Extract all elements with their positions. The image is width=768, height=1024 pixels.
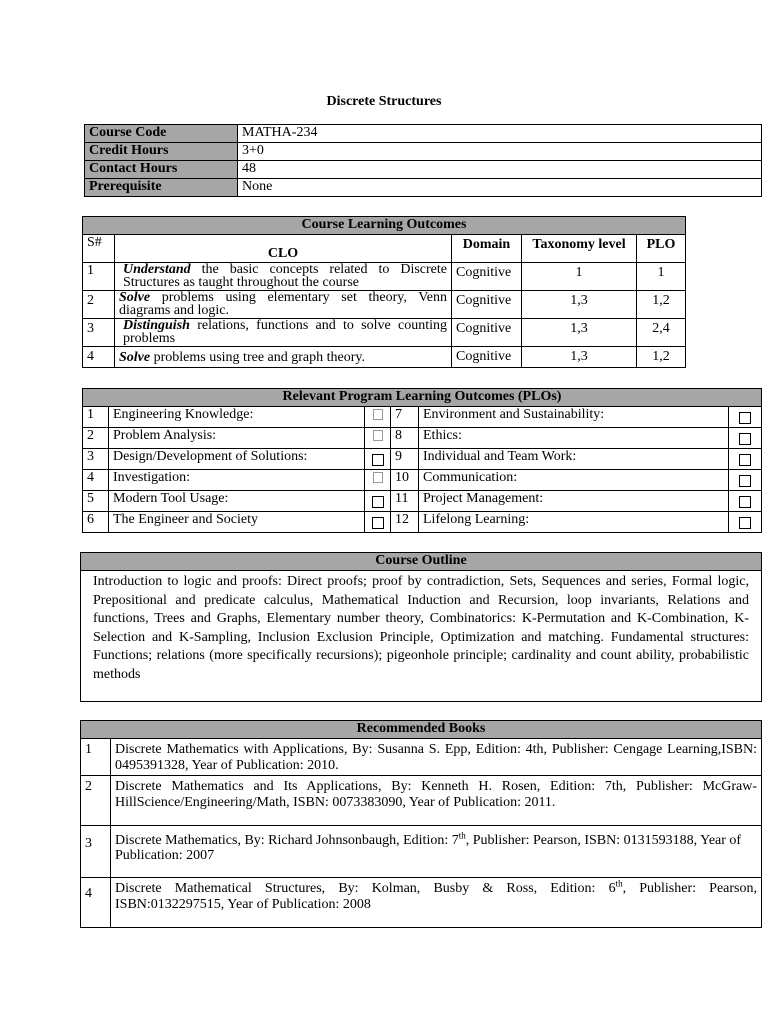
clo-text: the basic concepts related to Discrete Structures as taught throughout the course xyxy=(123,262,447,290)
plo-number: 1 xyxy=(83,407,109,428)
clo-text: relations, functions and to solve counting problems xyxy=(123,318,447,346)
plo-number: 6 xyxy=(83,512,109,533)
clo-taxonomy: 1,3 xyxy=(522,347,637,368)
checkbox-icon[interactable] xyxy=(373,409,383,420)
clo-row xyxy=(83,291,686,319)
checkbox-icon[interactable] xyxy=(373,472,383,483)
checkbox-icon[interactable] xyxy=(372,496,384,508)
book-row xyxy=(81,878,762,928)
plo-label: The Engineer and Society xyxy=(109,512,365,533)
plo-number: 8 xyxy=(391,428,419,449)
plo-number: 3 xyxy=(83,449,109,470)
clo-verb: Solve xyxy=(119,290,151,305)
plo-label: Individual and Team Work: xyxy=(419,449,729,470)
plo-label: Environment and Sustainability: xyxy=(419,407,729,428)
plo-label: Ethics: xyxy=(419,428,729,449)
course-code-label: Course Code xyxy=(85,125,238,143)
checkbox-icon[interactable] xyxy=(739,496,751,508)
clo-text: problems using tree and graph theory. xyxy=(150,350,365,365)
book-number: 2 xyxy=(81,776,111,826)
clo-col-plo: PLO xyxy=(637,235,686,263)
clo-row xyxy=(83,347,686,368)
course-code-value: MATHA-234 xyxy=(238,125,762,143)
clo-domain: Cognitive xyxy=(452,291,522,319)
plo-label: Lifelong Learning: xyxy=(419,512,729,533)
plo-number: 2 xyxy=(83,428,109,449)
checkbox-icon[interactable] xyxy=(372,517,384,529)
course-outline-text: Introduction to logic and proofs: Direct proofs; proof by contradiction, Sets, Sequences and series, Formal logic, Prepositional and predicate calculus, Mathematical Induction and Recursion, loop invariants, Relations and functions, Trees and Graphs, Elementary number theory, Combinatorics: K-Permutation and K-Combination, K-Selection and K-Sampling, Inclusion Exclusion Principle, Optimization and matching. Fundamental structures: Functions; relations (more specifically recursions); pigeonhole principle; cardinality and count ability, probabilistic methods xyxy=(81,571,762,702)
plo-number: 4 xyxy=(83,470,109,491)
checkbox-icon[interactable] xyxy=(739,454,751,466)
books-heading: Recommended Books xyxy=(81,721,762,739)
clo-plo: 2,4 xyxy=(637,319,686,347)
checkbox-icon[interactable] xyxy=(373,430,383,441)
plo-number: 11 xyxy=(391,491,419,512)
book-text: , Publisher: Pearson, ISBN: 0131593188, Year of xyxy=(465,833,742,848)
clo-sno: 3 xyxy=(83,319,115,347)
clo-heading: Course Learning Outcomes xyxy=(83,217,686,235)
clo-domain: Cognitive xyxy=(452,263,522,291)
book-text: Discrete Mathematics and Its Applications, By: Kenneth H. Rosen, Edition: 7th, Publisher: McGraw-HillScience/Engineering/Math, ISBN: 0073383090, Year of Publication: 2011. xyxy=(111,776,762,826)
plo-number: 10 xyxy=(391,470,419,491)
plo-number: 9 xyxy=(391,449,419,470)
book-edition-suffix: th xyxy=(615,878,623,889)
book-text: Discrete Mathematics with Applications, By: Susanna S. Epp, Edition: 4th, Publisher: Cengage Learning,ISBN: 0495391328, Year of Publication: 2010. xyxy=(111,739,762,776)
checkbox-icon[interactable] xyxy=(372,454,384,466)
clo-text: problems using elementary set theory, Venn diagrams and logic. xyxy=(119,290,447,318)
checkbox-icon[interactable] xyxy=(739,475,751,487)
plo-label: Project Management: xyxy=(419,491,729,512)
plo-row xyxy=(83,512,762,533)
clo-plo: 1 xyxy=(637,263,686,291)
plo-heading: Relevant Program Learning Outcomes (PLOs) xyxy=(83,389,762,407)
clo-row xyxy=(83,263,686,291)
book-text: Publication: 2007 xyxy=(115,848,215,863)
prerequisite-label: Prerequisite xyxy=(85,179,238,197)
book-row xyxy=(81,776,762,826)
clo-row xyxy=(83,319,686,347)
course-outline-table xyxy=(80,552,762,702)
checkbox-icon[interactable] xyxy=(739,412,751,424)
clo-table xyxy=(82,216,686,368)
book-number: 4 xyxy=(81,878,111,928)
checkbox-icon[interactable] xyxy=(739,517,751,529)
plo-row xyxy=(83,407,762,428)
plo-row xyxy=(83,470,762,491)
clo-sno: 4 xyxy=(83,347,115,368)
clo-domain: Cognitive xyxy=(452,347,522,368)
clo-verb: Understand xyxy=(123,262,191,277)
plo-number: 5 xyxy=(83,491,109,512)
book-edition-suffix: th xyxy=(458,830,466,841)
course-outline-heading: Course Outline xyxy=(81,553,762,571)
clo-sno: 1 xyxy=(83,263,115,291)
credit-hours-label: Credit Hours xyxy=(85,143,238,161)
clo-plo: 1,2 xyxy=(637,347,686,368)
clo-sno: 2 xyxy=(83,291,115,319)
book-text: , Publisher: Pearson, ISBN:0132297515, Year of Publication: 2008 xyxy=(115,881,757,912)
plo-label: Investigation: xyxy=(109,470,365,491)
book-text: Discrete Mathematics, By: Richard Johnsonbaugh, Edition: 7 xyxy=(115,833,459,848)
plo-number: 7 xyxy=(391,407,419,428)
plo-label: Engineering Knowledge: xyxy=(109,407,365,428)
book-text: Discrete Mathematical Structures, By: Kolman, Busby & Ross, Edition: 6 xyxy=(115,881,616,896)
plo-label: Design/Development of Solutions: xyxy=(109,449,365,470)
book-row xyxy=(81,739,762,776)
clo-verb: Distinguish xyxy=(123,318,190,333)
book-number: 3 xyxy=(81,826,111,878)
contact-hours-label: Contact Hours xyxy=(85,161,238,179)
book-row xyxy=(81,826,762,878)
clo-domain: Cognitive xyxy=(452,319,522,347)
clo-col-sno: S# xyxy=(83,235,115,263)
clo-taxonomy: 1 xyxy=(522,263,637,291)
clo-col-clo: CLO xyxy=(115,235,452,263)
plo-label: Modern Tool Usage: xyxy=(109,491,365,512)
plo-number: 12 xyxy=(391,512,419,533)
plo-table xyxy=(82,388,762,533)
plo-label: Problem Analysis: xyxy=(109,428,365,449)
prerequisite-value: None xyxy=(238,179,762,197)
clo-taxonomy: 1,3 xyxy=(522,319,637,347)
clo-plo: 1,2 xyxy=(637,291,686,319)
plo-row xyxy=(83,428,762,449)
credit-hours-value: 3+0 xyxy=(238,143,762,161)
plo-label: Communication: xyxy=(419,470,729,491)
clo-col-domain: Domain xyxy=(452,235,522,263)
clo-verb: Solve xyxy=(119,350,151,365)
course-info-table xyxy=(84,124,762,197)
checkbox-icon[interactable] xyxy=(739,433,751,445)
clo-taxonomy: 1,3 xyxy=(522,291,637,319)
plo-row xyxy=(83,449,762,470)
recommended-books-table xyxy=(80,720,762,928)
book-number: 1 xyxy=(81,739,111,776)
contact-hours-value: 48 xyxy=(238,161,762,179)
plo-row xyxy=(83,491,762,512)
document-title: Discrete Structures xyxy=(326,94,442,109)
clo-col-taxonomy: Taxonomy level xyxy=(522,235,637,263)
